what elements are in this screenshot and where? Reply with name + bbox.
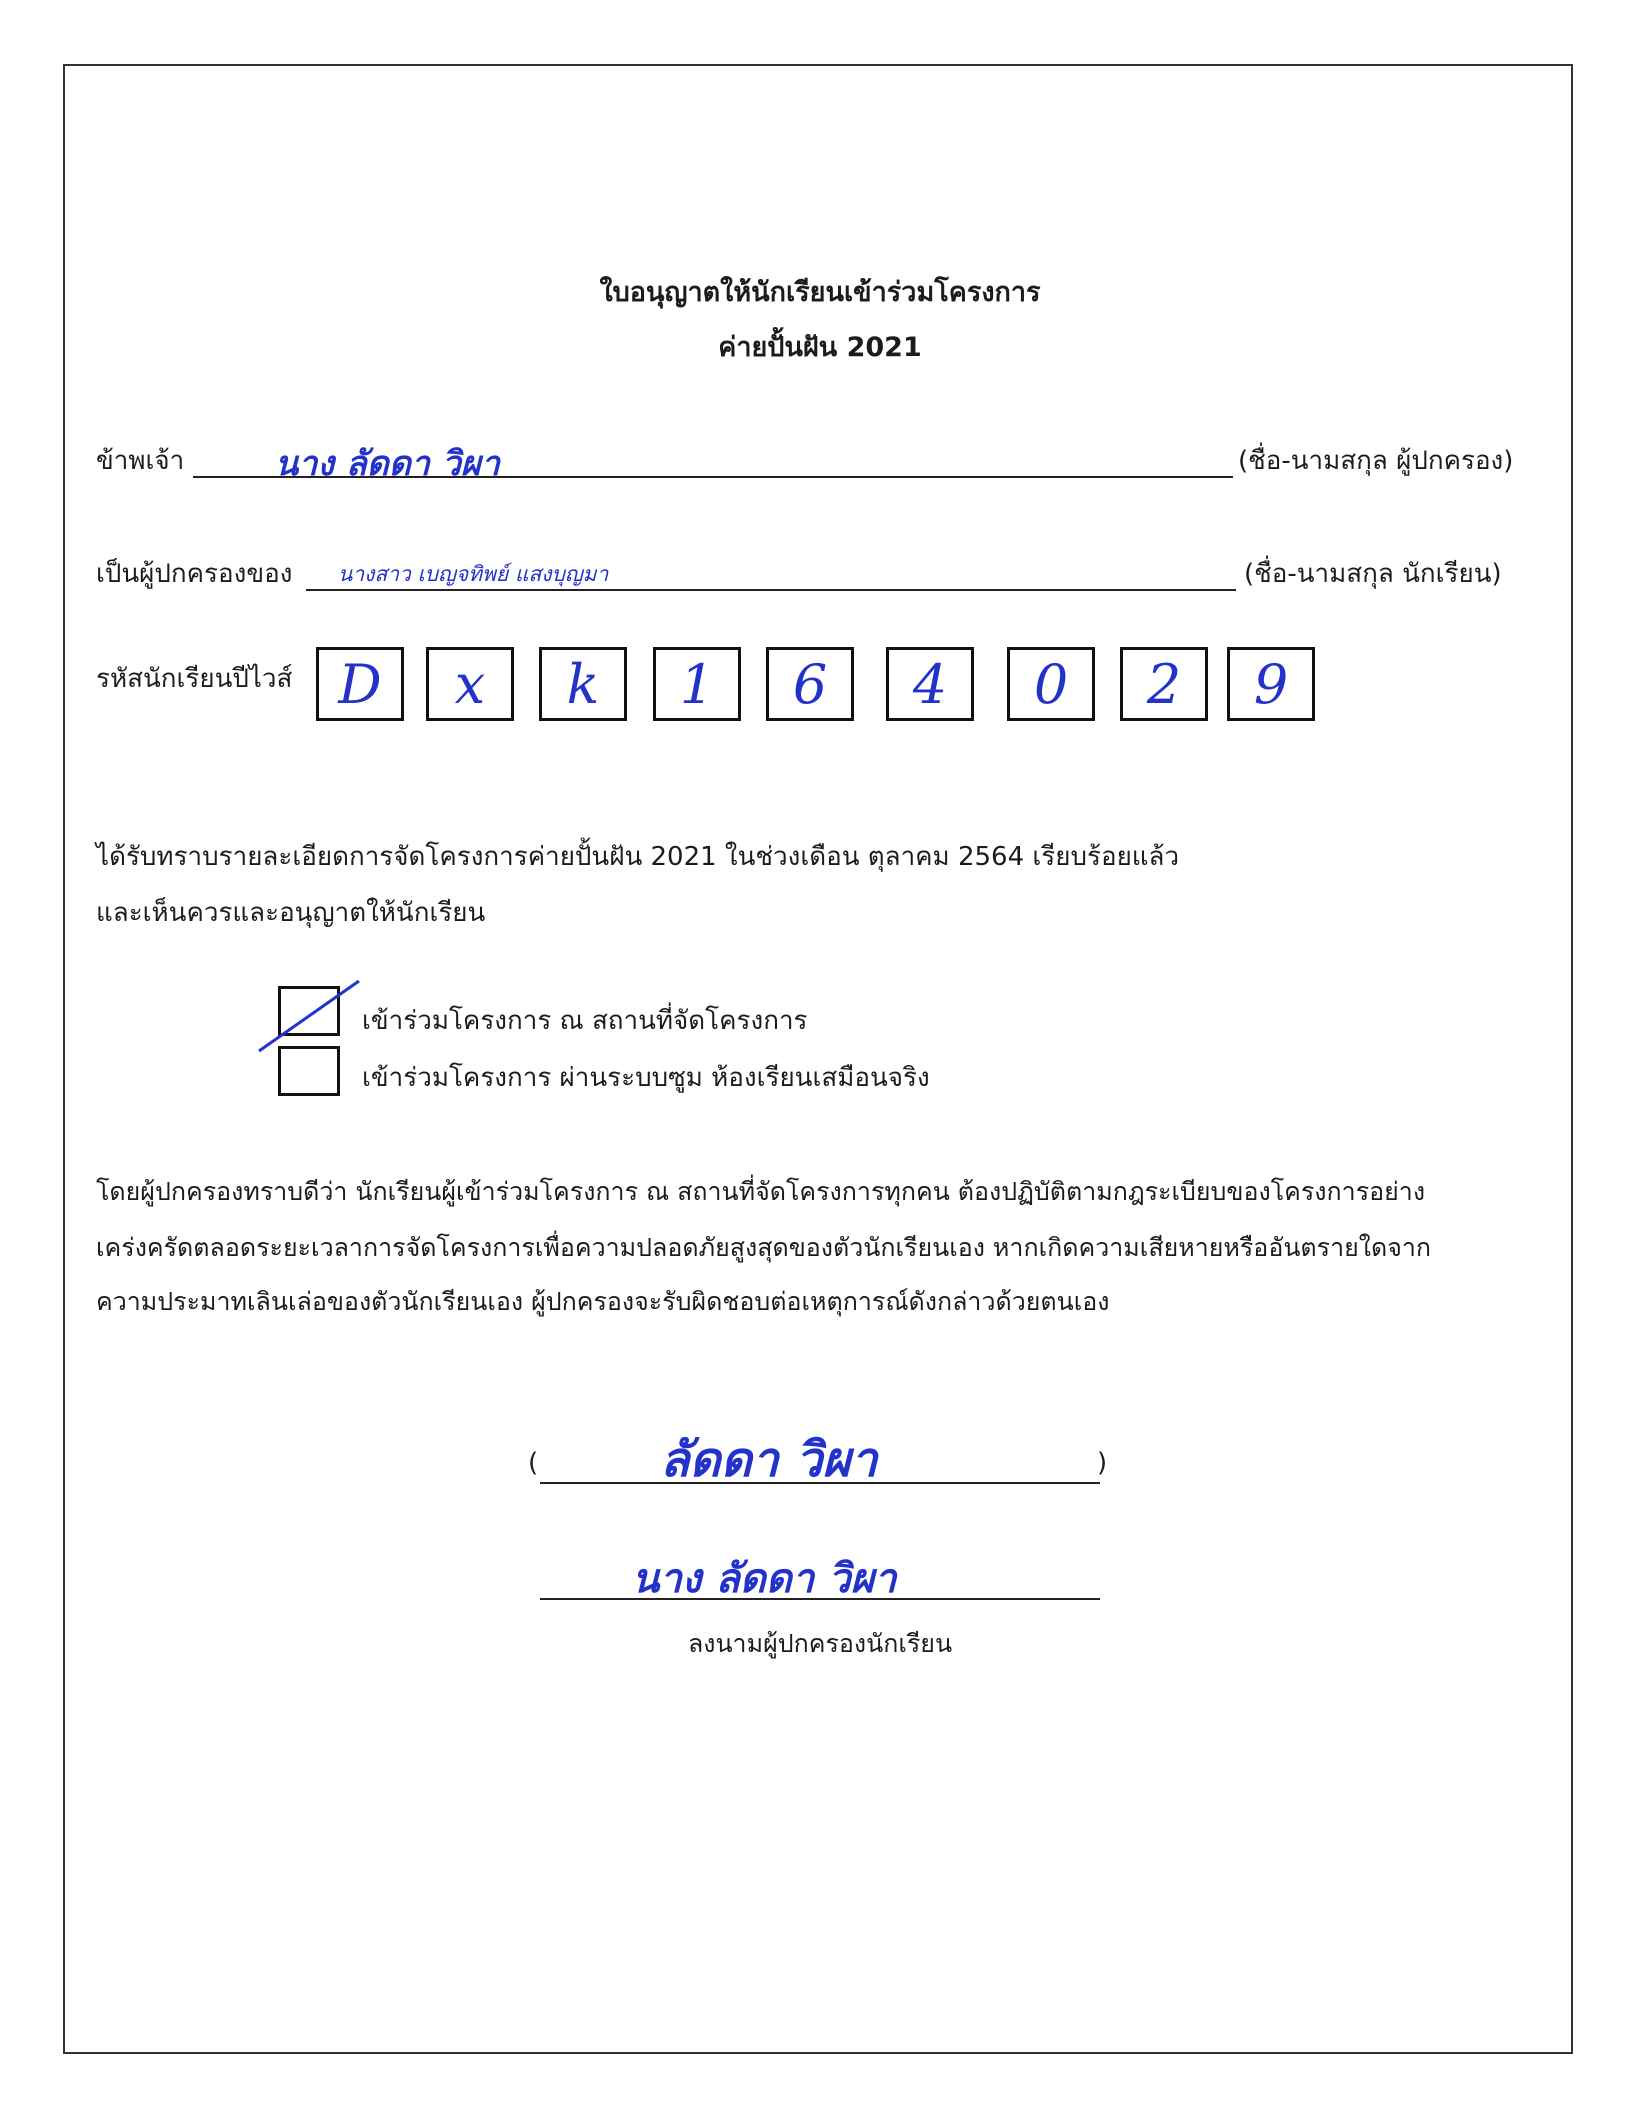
id-box-8[interactable]	[1120, 647, 1208, 721]
signature-paren-close: )	[1097, 1448, 1108, 1478]
id-char-2: x	[454, 652, 486, 716]
signature-paren-open: (	[528, 1448, 539, 1478]
id-box-9[interactable]	[1227, 647, 1315, 721]
option-online-checkbox[interactable]	[278, 1046, 340, 1096]
option-online-label: เข้าร่วมโครงการ ผ่านระบบซูม ห้องเรียนเสมือนจริง	[362, 1063, 930, 1093]
student-id-label: รหัสนักเรียนปีไวส์	[96, 664, 293, 694]
checkmark-icon	[255, 975, 365, 1055]
terms-line-3: ความประมาทเลินเล่อของตัวนักเรียนเอง ผู้ปกครองจะรับผิดชอบต่อเหตุการณ์ดังกล่าวด้วยตนเอง	[96, 1287, 1110, 1316]
id-box-4[interactable]	[653, 647, 741, 721]
acknowledgement-line-1: ได้รับทราบรายละเอียดการจัดโครงการค่ายปั้นฝัน 2021 ในช่วงเดือน ตุลาคม 2564 เรียบร้อยแล้ว	[96, 842, 1180, 872]
id-char-1: D	[338, 652, 382, 716]
guardian-label: ข้าพเจ้า	[96, 446, 185, 476]
student-suffix: (ชื่อ-นามสกุล นักเรียน)	[1244, 559, 1502, 589]
id-char-8: 2	[1146, 652, 1182, 716]
guardian-signature[interactable]: ลัดดา วิผา	[660, 1432, 878, 1488]
id-box-5[interactable]	[766, 647, 854, 721]
guardian-name-handwritten[interactable]: นาง ลัดดา วิผา	[275, 444, 500, 484]
form-subtitle: ค่ายปั้นฝัน 2021	[718, 332, 922, 363]
id-box-6[interactable]	[886, 647, 974, 721]
option-onsite-label: เข้าร่วมโครงการ ณ สถานที่จัดโครงการ	[362, 1006, 808, 1036]
guardian-suffix: (ชื่อ-นามสกุล ผู้ปกครอง)	[1238, 446, 1514, 476]
terms-line-1: โดยผู้ปกครองทราบดีว่า นักเรียนผู้เข้าร่วมโครงการ ณ สถานที่จัดโครงการทุกคน ต้องปฏิบัติตามกฎระเบียบของโครงการอย่าง	[96, 1177, 1426, 1206]
student-label: เป็นผู้ปกครองของ	[96, 559, 293, 589]
id-box-7[interactable]	[1007, 647, 1095, 721]
id-char-4: 1	[679, 652, 715, 716]
id-box-2[interactable]	[426, 647, 514, 721]
student-name-handwritten[interactable]: นางสาว เบญจทิพย์ แสงบุญมา	[338, 562, 609, 586]
form-title: ใบอนุญาตให้นักเรียนเข้าร่วมโครงการ	[599, 277, 1041, 308]
terms-line-2: เคร่งครัดตลอดระยะเวลาการจัดโครงการเพื่อความปลอดภัยสูงสุดของตัวนักเรียนเอง หากเกิดความเสียหายหรืออันตรายใดจาก	[96, 1233, 1432, 1262]
id-char-5: 6	[792, 652, 828, 716]
acknowledgement-line-2: และเห็นควรและอนุญาตให้นักเรียน	[96, 898, 486, 928]
id-char-7: 0	[1033, 652, 1069, 716]
signature-caption: ลงนามผู้ปกครองนักเรียน	[687, 1629, 953, 1658]
id-box-1[interactable]	[316, 647, 404, 721]
id-char-6: 4	[912, 652, 948, 716]
id-char-9: 9	[1253, 652, 1289, 716]
id-box-3[interactable]	[539, 647, 627, 721]
id-char-3: k	[566, 652, 600, 716]
guardian-printed-name[interactable]: นาง ลัดดา วิผา	[632, 1555, 897, 1602]
